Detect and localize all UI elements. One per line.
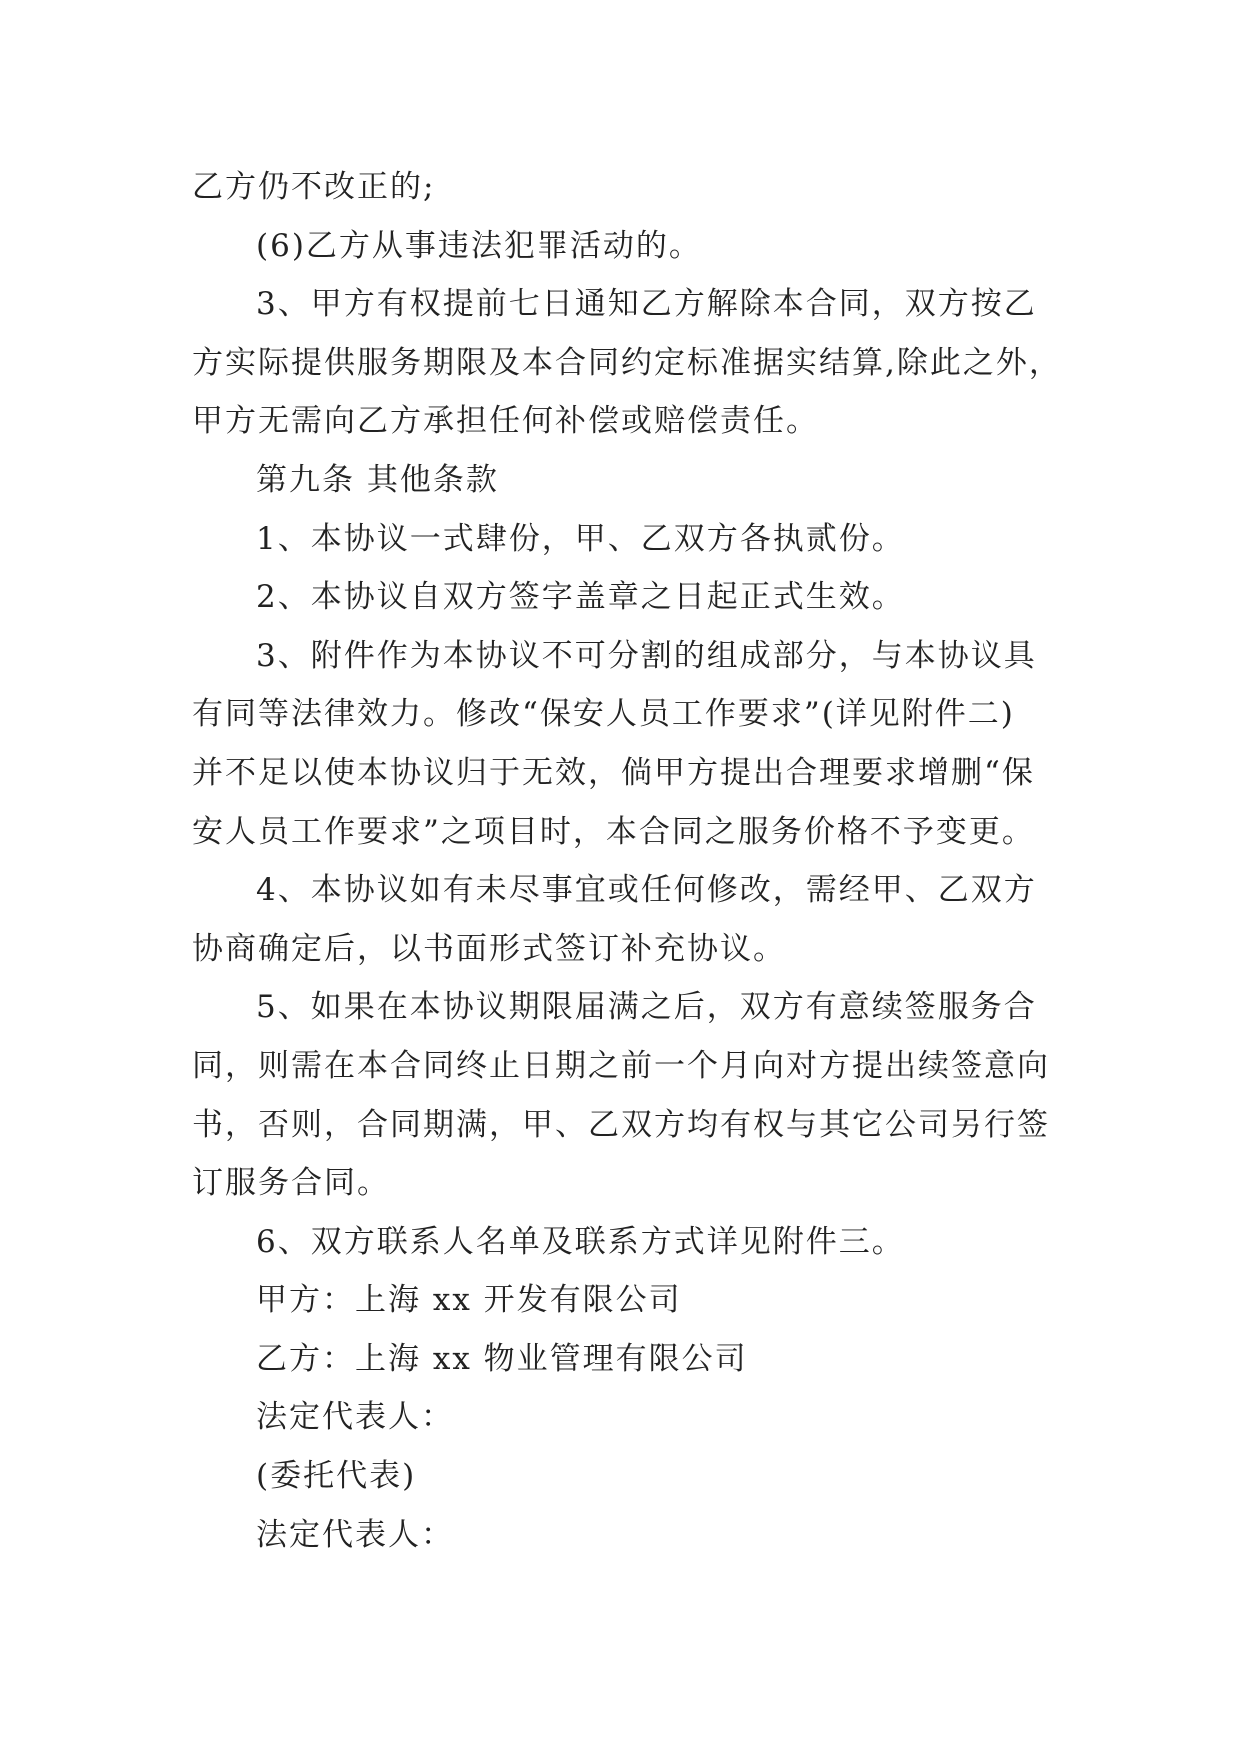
authorized-representative-line bbox=[192, 1447, 1062, 1506]
text-line: 4、本协议如有未尽事宜或任何修改，需经甲、乙双方 bbox=[256, 872, 1037, 909]
text-line: 并不足以使本协议归于无效，倘甲方提出合理要求增删“保 bbox=[192, 754, 1035, 791]
document-body bbox=[192, 158, 1062, 1564]
text-line: 书，否则，合同期满，甲、乙双方均有权与其它公司另行签 bbox=[192, 1106, 1050, 1143]
party-a-line bbox=[192, 1271, 1062, 1330]
paragraph-item-5 bbox=[192, 978, 1062, 1212]
paragraph-continuation bbox=[192, 158, 1062, 217]
text-line: 法定代表人： bbox=[256, 1399, 454, 1436]
paragraph-item-2 bbox=[192, 568, 1062, 627]
text-line: 协商确定后，以书面形式签订补充协议。 bbox=[192, 930, 786, 967]
text-line: (委托代表) bbox=[256, 1458, 417, 1495]
text-line: 6、双方联系人名单及联系方式详见附件三。 bbox=[256, 1223, 905, 1260]
text-line: 安人员工作要求”之项目时，本合同之服务价格不予变更。 bbox=[192, 813, 1035, 850]
paragraph-item-3 bbox=[192, 627, 1062, 861]
text-line: 2、本协议自双方签字盖章之日起正式生效。 bbox=[256, 579, 905, 616]
paragraph-termination-clause-3 bbox=[192, 275, 1062, 451]
text-line: 法定代表人： bbox=[256, 1516, 454, 1553]
party-b-line bbox=[192, 1330, 1062, 1389]
text-line: 1、本协议一式肆份，甲、乙双方各执贰份。 bbox=[256, 520, 905, 557]
text-line: 方实际提供服务期限及本合同约定标准据实结算,除此之外， bbox=[192, 344, 1062, 381]
paragraph-item-6 bbox=[192, 1213, 1062, 1272]
text-line: 第九条 其他条款 bbox=[256, 461, 499, 498]
text-line: 乙方：上海 xx 物业管理有限公司 bbox=[256, 1340, 748, 1377]
legal-representative-line-2 bbox=[192, 1506, 1062, 1565]
text-line: 3、附件作为本协议不可分割的组成部分，与本协议具 bbox=[256, 637, 1037, 674]
section-heading-article-9 bbox=[192, 451, 1062, 510]
paragraph-item-4 bbox=[192, 861, 1062, 978]
text-line: 有同等法律效力。修改“保安人员工作要求”(详见附件二) bbox=[192, 696, 1015, 733]
paragraph-item-1 bbox=[192, 510, 1062, 569]
text-line: 乙方仍不改正的; bbox=[192, 169, 436, 205]
text-line: 甲方无需向乙方承担任何补偿或赔偿责任。 bbox=[192, 403, 819, 440]
paragraph-clause-6 bbox=[192, 217, 1062, 276]
text-line: 甲方：上海 xx 开发有限公司 bbox=[256, 1282, 682, 1319]
text-line: 3、甲方有权提前七日通知乙方解除本合同，双方按乙 bbox=[256, 286, 1037, 323]
legal-representative-line bbox=[192, 1388, 1062, 1447]
text-line: (6)乙方从事违法犯罪活动的。 bbox=[256, 227, 702, 264]
text-line: 同，则需在本合同终止日期之前一个月向对方提出续签意向 bbox=[192, 1047, 1050, 1084]
text-line: 订服务合同。 bbox=[192, 1165, 390, 1202]
text-line: 5、如果在本协议期限届满之后，双方有意续签服务合 bbox=[256, 989, 1037, 1026]
